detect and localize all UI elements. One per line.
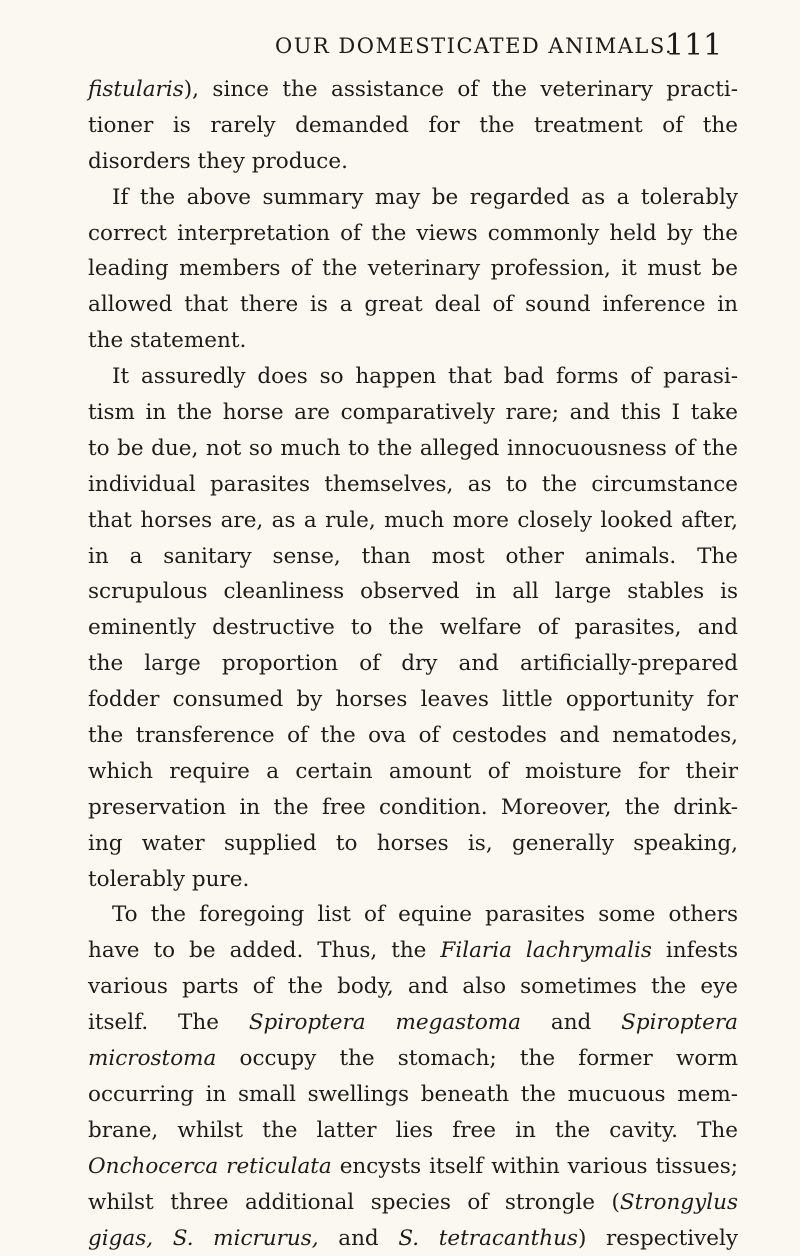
text-line bbox=[88, 1149, 738, 1185]
text-line bbox=[88, 359, 738, 395]
text-line bbox=[88, 287, 738, 323]
text-segment: scrupulous cleanliness observed in all large stables is bbox=[88, 579, 738, 604]
text-segment: which require a certain amount of moisture for their bbox=[88, 759, 738, 784]
body-text bbox=[88, 72, 738, 1256]
text-line bbox=[88, 574, 738, 610]
text-line bbox=[88, 933, 738, 969]
text-segment: If the above summary may be regarded as a tolerably bbox=[112, 185, 738, 210]
italic-text: Spiroptera megastoma bbox=[249, 1010, 521, 1035]
text-line bbox=[88, 897, 738, 933]
text-segment: individual parasites themselves, as to the circumstance bbox=[88, 472, 738, 497]
text-line bbox=[88, 969, 738, 1005]
text-line bbox=[88, 467, 738, 503]
text-segment: eminently destructive to the welfare of parasites, and bbox=[88, 615, 738, 640]
text-segment: tism in the horse are comparatively rare; and this I take bbox=[88, 400, 738, 425]
text-segment: whilst three additional species of strongle ( bbox=[88, 1190, 620, 1215]
text-segment: leading members of the veterinary profession, it must be bbox=[88, 256, 738, 281]
text-line bbox=[88, 862, 738, 898]
italic-text: Filaria lachrymalis bbox=[440, 938, 651, 963]
text-line bbox=[88, 251, 738, 287]
text-segment: To the foregoing list of equine parasites some others bbox=[112, 902, 738, 927]
text-segment: the large proportion of dry and artificially-prepared bbox=[88, 651, 738, 676]
text-segment: and bbox=[521, 1010, 621, 1035]
text-segment: ) respectively bbox=[578, 1226, 738, 1251]
text-segment: ing water supplied to horses is, generally speaking, bbox=[88, 831, 738, 856]
text-line bbox=[88, 610, 738, 646]
italic-text: Onchocerca reticulata bbox=[88, 1154, 332, 1179]
text-segment: allowed that there is a great deal of sound inference in bbox=[88, 292, 738, 317]
text-segment: tioner is rarely demanded for the treatment of the bbox=[88, 113, 738, 138]
text-segment: in a sanitary sense, than most other animals. The bbox=[88, 544, 738, 569]
text-line bbox=[88, 1041, 738, 1077]
text-segment: disorders they produce. bbox=[88, 149, 348, 174]
text-line bbox=[88, 216, 738, 252]
text-line bbox=[88, 826, 738, 862]
text-segment: the statement. bbox=[88, 328, 246, 353]
text-segment: occupy the stomach; the former worm bbox=[216, 1046, 738, 1071]
text-line bbox=[88, 1113, 738, 1149]
text-segment: fodder consumed by horses leaves little opportunity for bbox=[88, 687, 738, 712]
text-line bbox=[88, 646, 738, 682]
text-segment: preservation in the free condition. Moreover, the drink- bbox=[88, 795, 738, 820]
text-segment: ), since the assistance of the veterinary practi- bbox=[184, 77, 738, 102]
text-line bbox=[88, 144, 738, 180]
text-segment: and bbox=[319, 1226, 399, 1251]
italic-text: Strongylus bbox=[620, 1190, 738, 1215]
text-line bbox=[88, 1077, 738, 1113]
italic-text: microstoma bbox=[88, 1046, 216, 1071]
text-segment: occurring in small swellings beneath the mucuous mem- bbox=[88, 1082, 738, 1107]
text-segment: brane, whilst the latter lies free in the cavity. The bbox=[88, 1118, 738, 1143]
text-line bbox=[88, 503, 738, 539]
text-segment: have to be added. Thus, the bbox=[88, 938, 440, 963]
text-line bbox=[88, 108, 738, 144]
italic-text: Spiroptera bbox=[621, 1010, 738, 1035]
running-title: OUR DOMESTICATED ANIMALS. bbox=[275, 34, 673, 58]
text-segment: the transference of the ova of cestodes and nematodes, bbox=[88, 723, 738, 748]
text-segment: tolerably pure. bbox=[88, 867, 249, 892]
text-line bbox=[88, 1221, 738, 1256]
text-line bbox=[88, 431, 738, 467]
italic-text: S. tetracanthus bbox=[398, 1226, 578, 1251]
page-header bbox=[0, 28, 800, 68]
page-number: 111 bbox=[665, 28, 722, 63]
text-line bbox=[88, 718, 738, 754]
text-line bbox=[88, 180, 738, 216]
text-line bbox=[88, 754, 738, 790]
text-segment: It assuredly does so happen that bad forms of parasi- bbox=[112, 364, 738, 389]
text-segment: infests bbox=[652, 938, 738, 963]
text-line bbox=[88, 72, 738, 108]
italic-text: gigas, S. micrurus, bbox=[88, 1226, 319, 1251]
text-line bbox=[88, 395, 738, 431]
text-line bbox=[88, 539, 738, 575]
text-segment: various parts of the body, and also sometimes the eye bbox=[88, 974, 738, 999]
text-line bbox=[88, 1185, 738, 1221]
text-line bbox=[88, 1005, 738, 1041]
text-segment: that horses are, as a rule, much more closely looked after, bbox=[88, 508, 738, 533]
text-segment: encysts itself within various tissues; bbox=[332, 1154, 738, 1179]
text-segment: correct interpretation of the views commonly held by the bbox=[88, 221, 738, 246]
text-line bbox=[88, 323, 738, 359]
text-segment: itself. The bbox=[88, 1010, 249, 1035]
text-segment: to be due, not so much to the alleged innocuousness of the bbox=[88, 436, 738, 461]
text-line bbox=[88, 790, 738, 826]
italic-text: fistularis bbox=[88, 77, 184, 102]
text-line bbox=[88, 682, 738, 718]
